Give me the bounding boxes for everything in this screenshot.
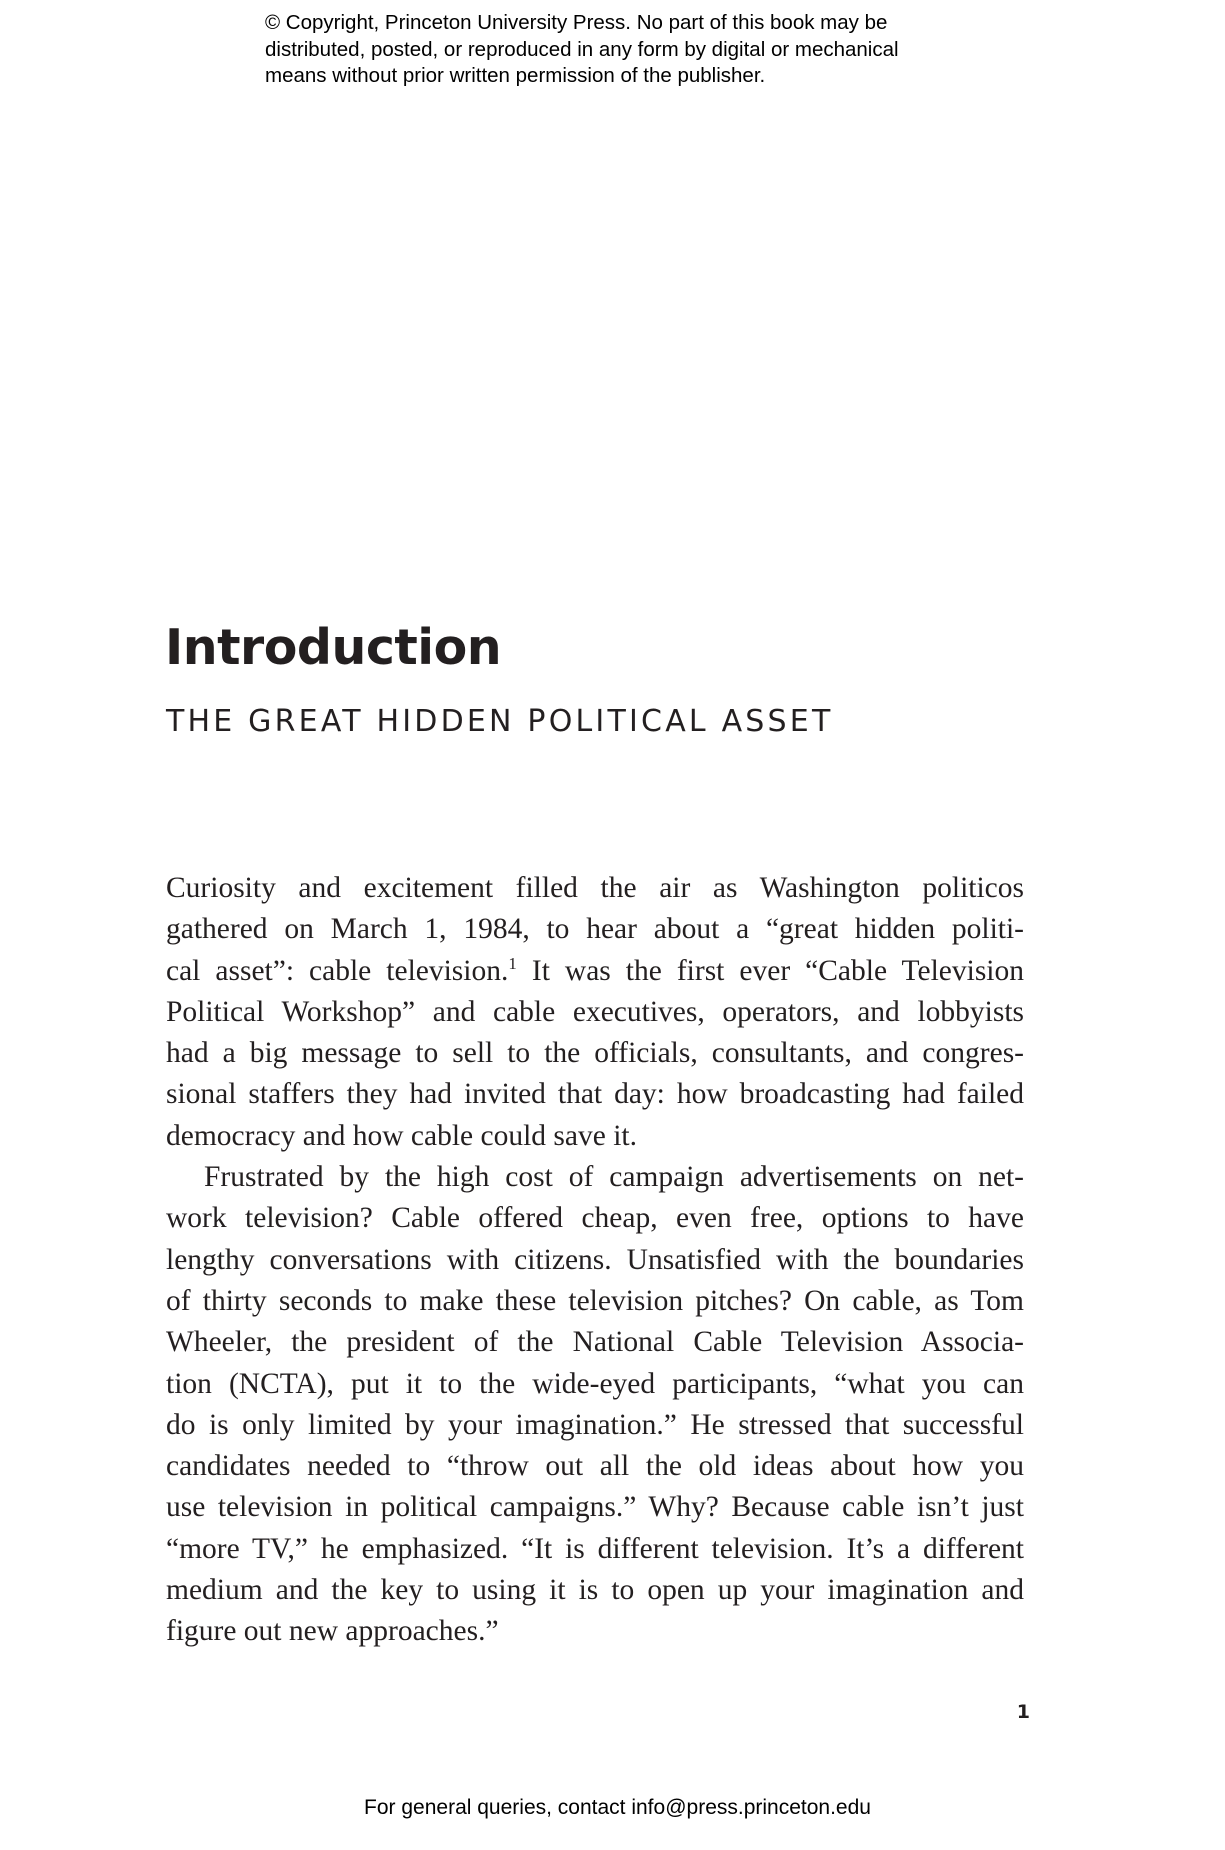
text-line: sional staffers they had invited that day: how broadcasting had failed bbox=[166, 1078, 1024, 1111]
text-line: candidates needed to “throw out all the old ideas about how you bbox=[166, 1450, 1024, 1483]
text-line: do is only limited by your imagination.” He stressed that successful bbox=[166, 1408, 1024, 1441]
text-line bbox=[166, 951, 1024, 992]
chapter-subtitle: THE GREAT HIDDEN POLITICAL ASSET bbox=[166, 704, 834, 739]
text-line: had a big message to sell to the officials, consultants, and congres- bbox=[166, 1037, 1024, 1070]
paragraph-1 bbox=[166, 868, 1024, 1157]
text-line: figure out new approaches.” bbox=[166, 1615, 499, 1648]
chapter-title: Introduction bbox=[165, 619, 502, 676]
text-segment: cal asset”: cable television. bbox=[166, 954, 509, 987]
copyright-notice bbox=[265, 10, 985, 90]
body-text bbox=[166, 868, 1024, 1653]
text-line: Frustrated by the high cost of campaign advertisements on net- bbox=[204, 1161, 1024, 1194]
copyright-line: © Copyright, Princeton University Press. No part of this book may be bbox=[265, 11, 888, 34]
text-line: democracy and how cable could save it. bbox=[166, 1119, 637, 1152]
text-line: “more TV,” he emphasized. “It is different television. It’s a different bbox=[166, 1532, 1024, 1565]
copyright-line: distributed, posted, or reproduced in any form by digital or mechanical bbox=[265, 37, 899, 61]
text-line: Political Workshop” and cable executives, operators, and lobbyists bbox=[166, 995, 1024, 1028]
text-line: gathered on March 1, 1984, to hear about a “great hidden politi- bbox=[166, 913, 1024, 946]
copyright-line: means without prior written permission of the publisher. bbox=[265, 64, 766, 87]
text-line: use television in political campaigns.” Why? Because cable isn’t just bbox=[166, 1491, 1024, 1524]
page-number: 1 bbox=[1016, 1701, 1030, 1723]
text-line: work television? Cable offered cheap, even free, options to have bbox=[166, 1202, 1024, 1235]
footer-contact: For general queries, contact info@press.princeton.edu bbox=[364, 1796, 871, 1819]
text-segment: It was the first ever “Cable Television bbox=[531, 954, 1024, 987]
paragraph-2 bbox=[166, 1157, 1024, 1653]
text-line: Wheeler, the president of the National Cable Television Associa- bbox=[166, 1326, 1024, 1359]
text-line: medium and the key to using it is to open up your imagination and bbox=[166, 1574, 1024, 1607]
text-line: of thirty seconds to make these television pitches? On cable, as Tom bbox=[166, 1284, 1024, 1317]
text-line: lengthy conversations with citizens. Unsatisfied with the boundaries bbox=[166, 1243, 1024, 1276]
text-line: Curiosity and excitement filled the air as Washington politicos bbox=[166, 872, 1024, 904]
text-line: tion (NCTA), put it to the wide-eyed participants, “what you can bbox=[166, 1367, 1024, 1400]
footnote-marker[interactable]: 1 bbox=[508, 953, 517, 973]
